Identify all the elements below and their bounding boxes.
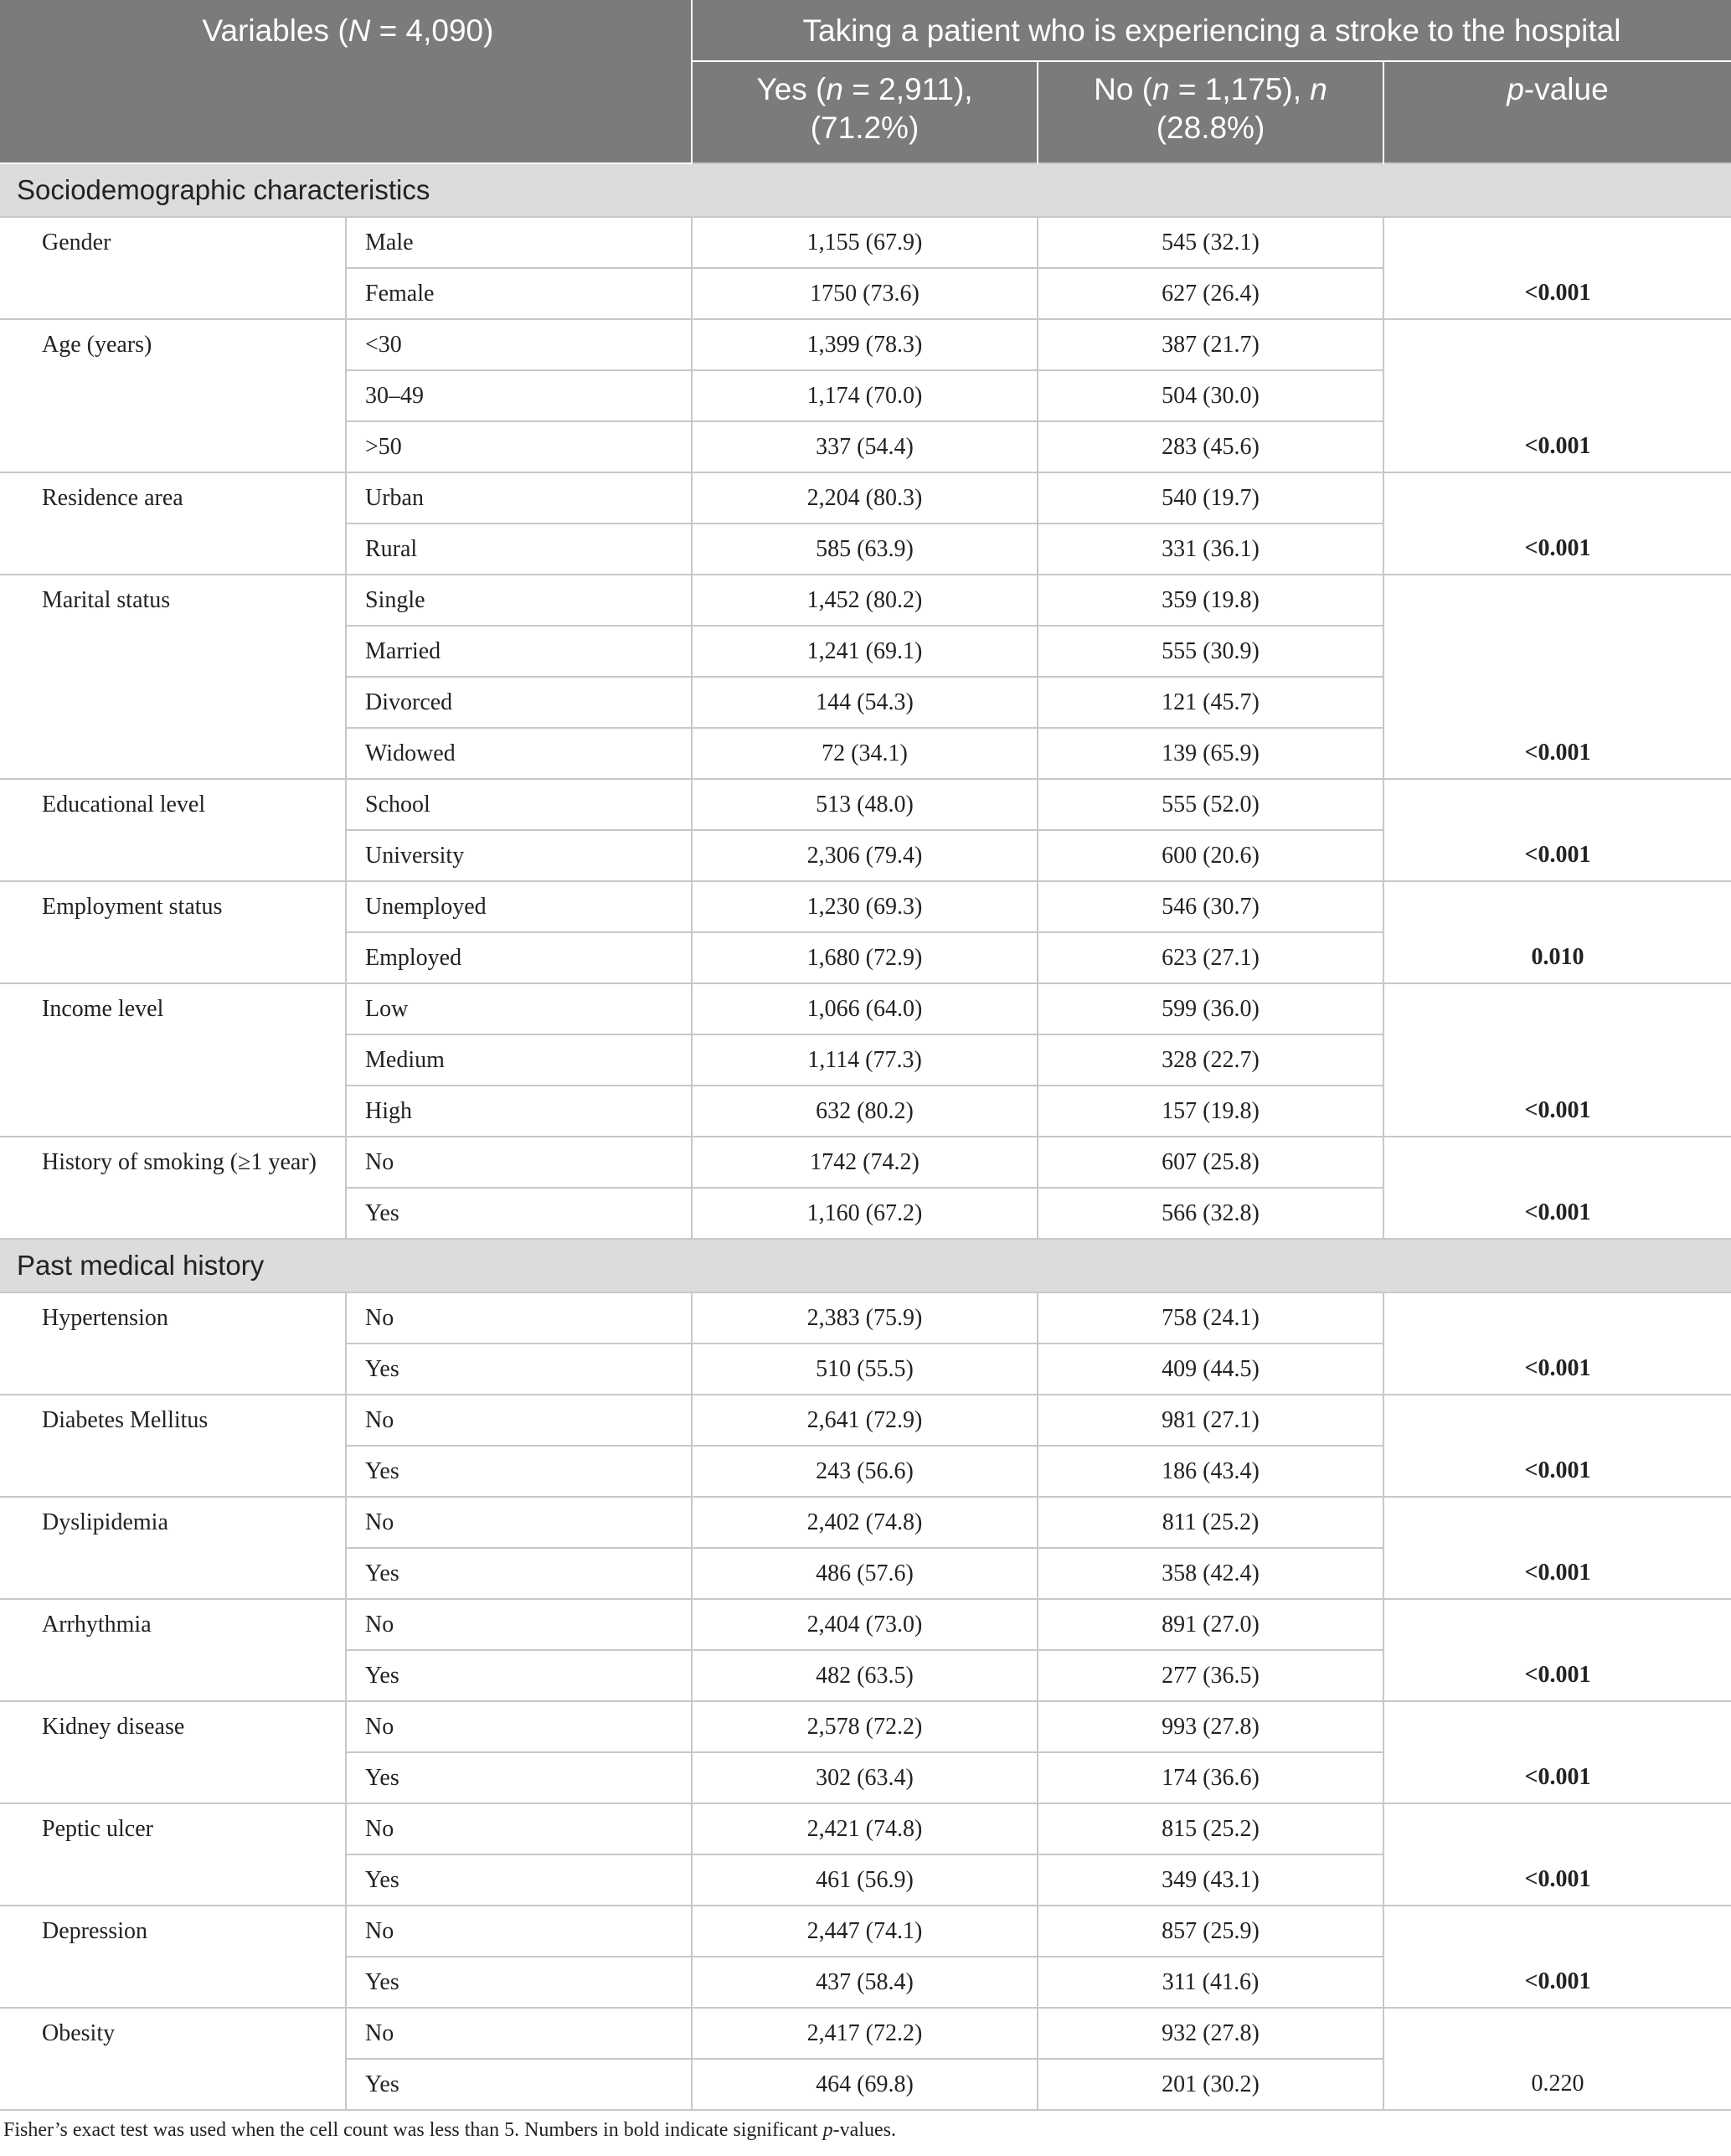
section-header-row [0, 163, 1731, 217]
no-value-cell: 599 (36.0) [1038, 983, 1383, 1034]
category-cell: Low [346, 983, 692, 1034]
category-cell: Yes [346, 2059, 692, 2110]
category-cell: No [346, 1803, 692, 1854]
category-cell: No [346, 1497, 692, 1548]
yes-value-cell: 1,680 (72.9) [692, 932, 1038, 983]
category-cell: No [346, 1137, 692, 1188]
main-title-header: Taking a patient who is experiencing a stroke to the hospital [692, 0, 1731, 61]
variable-cell: Age (years) [0, 319, 346, 472]
p-value-cell: <0.001 [1383, 1599, 1731, 1701]
no-value-cell: 349 (43.1) [1038, 1854, 1383, 1906]
yes-value-cell: 1,452 (80.2) [692, 575, 1038, 626]
p-value-cell: <0.001 [1383, 1701, 1731, 1803]
section-title: Sociodemographic characteristics [0, 163, 1731, 217]
p-value-cell: <0.001 [1383, 319, 1731, 472]
yes-value-cell: 2,578 (72.2) [692, 1701, 1038, 1752]
category-cell: No [346, 1292, 692, 1344]
section-title: Past medical history [0, 1239, 1731, 1292]
table-row [0, 1497, 1731, 1548]
category-cell: Unemployed [346, 881, 692, 932]
footnote: Fisher’s exact test was used when the cell count was less than 5. Numbers in bold indicate significant p-values. [3, 2119, 896, 2141]
yes-value-cell: 632 (80.2) [692, 1086, 1038, 1137]
yes-value-cell: 1750 (73.6) [692, 268, 1038, 319]
p-value-cell: <0.001 [1383, 1906, 1731, 2008]
no-value-cell: 359 (19.8) [1038, 575, 1383, 626]
yes-value-cell: 2,641 (72.9) [692, 1395, 1038, 1446]
category-cell: No [346, 1906, 692, 1957]
p-value-column-header: p-value [1383, 61, 1731, 163]
yes-value-cell: 1,174 (70.0) [692, 370, 1038, 421]
no-value-cell: 546 (30.7) [1038, 881, 1383, 932]
p-value-cell: <0.001 [1383, 1395, 1731, 1497]
category-cell: Urban [346, 472, 692, 524]
no-value-cell: 566 (32.8) [1038, 1188, 1383, 1239]
table-row [0, 1803, 1731, 1854]
category-cell: Divorced [346, 677, 692, 728]
no-value-cell: 932 (27.8) [1038, 2008, 1383, 2059]
p-value-cell: <0.001 [1383, 1292, 1731, 1395]
category-cell: No [346, 1701, 692, 1752]
table-row [0, 2008, 1731, 2059]
table-row [0, 881, 1731, 932]
no-value-cell: 758 (24.1) [1038, 1292, 1383, 1344]
variable-cell: Dyslipidemia [0, 1497, 346, 1599]
category-cell: No [346, 1599, 692, 1650]
p-value-cell: <0.001 [1383, 1803, 1731, 1906]
table-row [0, 1137, 1731, 1188]
no-value-cell: 540 (19.7) [1038, 472, 1383, 524]
no-value-cell: 600 (20.6) [1038, 830, 1383, 881]
table-header [0, 0, 1731, 163]
no-value-cell: 358 (42.4) [1038, 1548, 1383, 1599]
variable-cell: Educational level [0, 779, 346, 881]
yes-value-cell: 1742 (74.2) [692, 1137, 1038, 1188]
category-cell: Widowed [346, 728, 692, 779]
no-value-cell: 623 (27.1) [1038, 932, 1383, 983]
yes-value-cell: 1,066 (64.0) [692, 983, 1038, 1034]
table-row [0, 983, 1731, 1034]
no-value-cell: 409 (44.5) [1038, 1344, 1383, 1395]
yes-value-cell: 482 (63.5) [692, 1650, 1038, 1701]
yes-value-cell: 1,155 (67.9) [692, 217, 1038, 268]
no-value-cell: 157 (19.8) [1038, 1086, 1383, 1137]
no-value-cell: 311 (41.6) [1038, 1957, 1383, 2008]
yes-value-cell: 585 (63.9) [692, 524, 1038, 575]
no-value-cell: 891 (27.0) [1038, 1599, 1383, 1650]
table-row [0, 472, 1731, 524]
variable-cell: Obesity [0, 2008, 346, 2110]
category-cell: Medium [346, 1034, 692, 1086]
no-value-cell: 811 (25.2) [1038, 1497, 1383, 1548]
no-value-cell: 174 (36.6) [1038, 1752, 1383, 1803]
yes-value-cell: 1,160 (67.2) [692, 1188, 1038, 1239]
yes-value-cell: 2,447 (74.1) [692, 1906, 1038, 1957]
category-cell: No [346, 1395, 692, 1446]
yes-value-cell: 2,306 (79.4) [692, 830, 1038, 881]
table-row [0, 217, 1731, 268]
no-value-cell: 277 (36.5) [1038, 1650, 1383, 1701]
no-value-cell: 186 (43.4) [1038, 1446, 1383, 1497]
category-cell: >50 [346, 421, 692, 472]
category-cell: Yes [346, 1752, 692, 1803]
category-cell: Single [346, 575, 692, 626]
no-value-cell: 387 (21.7) [1038, 319, 1383, 370]
yes-value-cell: 1,241 (69.1) [692, 626, 1038, 677]
category-cell: Yes [346, 1854, 692, 1906]
p-value-cell: <0.001 [1383, 1497, 1731, 1599]
no-value-cell: 857 (25.9) [1038, 1906, 1383, 1957]
table-row [0, 779, 1731, 830]
category-cell: Yes [346, 1188, 692, 1239]
no-value-cell: 328 (22.7) [1038, 1034, 1383, 1086]
category-cell: Yes [346, 1344, 692, 1395]
yes-value-cell: 2,383 (75.9) [692, 1292, 1038, 1344]
no-value-cell: 993 (27.8) [1038, 1701, 1383, 1752]
yes-value-cell: 486 (57.6) [692, 1548, 1038, 1599]
yes-value-cell: 2,402 (74.8) [692, 1497, 1038, 1548]
no-value-cell: 504 (30.0) [1038, 370, 1383, 421]
no-value-cell: 555 (30.9) [1038, 626, 1383, 677]
variable-cell: Hypertension [0, 1292, 346, 1395]
variable-cell: Employment status [0, 881, 346, 983]
variable-cell: Residence area [0, 472, 346, 575]
variable-cell: Income level [0, 983, 346, 1137]
yes-value-cell: 72 (34.1) [692, 728, 1038, 779]
yes-value-cell: 243 (56.6) [692, 1446, 1038, 1497]
table-row [0, 1599, 1731, 1650]
p-value-cell: <0.001 [1383, 217, 1731, 319]
no-value-cell: 555 (52.0) [1038, 779, 1383, 830]
category-cell: <30 [346, 319, 692, 370]
no-column-header: No (n = 1,175), n (28.8%) [1038, 61, 1383, 163]
variable-cell: History of smoking (≥1 year) [0, 1137, 346, 1239]
variable-cell: Depression [0, 1906, 346, 2008]
yes-value-cell: 461 (56.9) [692, 1854, 1038, 1906]
yes-column-header: Yes (n = 2,911), (71.2%) [692, 61, 1038, 163]
category-cell: Rural [346, 524, 692, 575]
table-row [0, 319, 1731, 370]
category-cell: Yes [346, 1650, 692, 1701]
no-value-cell: 201 (30.2) [1038, 2059, 1383, 2110]
yes-value-cell: 144 (54.3) [692, 677, 1038, 728]
yes-value-cell: 1,114 (77.3) [692, 1034, 1038, 1086]
category-cell: Employed [346, 932, 692, 983]
yes-value-cell: 510 (55.5) [692, 1344, 1038, 1395]
p-value-cell: <0.001 [1383, 472, 1731, 575]
category-cell: Married [346, 626, 692, 677]
category-cell: Male [346, 217, 692, 268]
no-value-cell: 331 (36.1) [1038, 524, 1383, 575]
table-row [0, 1906, 1731, 1957]
yes-value-cell: 2,404 (73.0) [692, 1599, 1038, 1650]
p-value-cell: <0.001 [1383, 1137, 1731, 1239]
yes-value-cell: 2,417 (72.2) [692, 2008, 1038, 2059]
variable-cell: Marital status [0, 575, 346, 779]
category-cell: No [346, 2008, 692, 2059]
category-cell: Yes [346, 1548, 692, 1599]
yes-value-cell: 2,421 (74.8) [692, 1803, 1038, 1854]
yes-value-cell: 437 (58.4) [692, 1957, 1038, 2008]
variable-cell: Gender [0, 217, 346, 319]
no-value-cell: 545 (32.1) [1038, 217, 1383, 268]
category-cell: School [346, 779, 692, 830]
table-row [0, 1292, 1731, 1344]
no-value-cell: 607 (25.8) [1038, 1137, 1383, 1188]
variable-cell: Kidney disease [0, 1701, 346, 1803]
yes-value-cell: 2,204 (80.3) [692, 472, 1038, 524]
yes-value-cell: 337 (54.4) [692, 421, 1038, 472]
variable-cell: Peptic ulcer [0, 1803, 346, 1906]
yes-value-cell: 513 (48.0) [692, 779, 1038, 830]
table-row [0, 1395, 1731, 1446]
no-value-cell: 139 (65.9) [1038, 728, 1383, 779]
p-value-cell: <0.001 [1383, 575, 1731, 779]
yes-value-cell: 1,399 (78.3) [692, 319, 1038, 370]
category-cell: University [346, 830, 692, 881]
no-value-cell: 981 (27.1) [1038, 1395, 1383, 1446]
variables-header: Variables (N = 4,090) [0, 0, 692, 163]
no-value-cell: 815 (25.2) [1038, 1803, 1383, 1854]
yes-value-cell: 1,230 (69.3) [692, 881, 1038, 932]
table-row [0, 1701, 1731, 1752]
variable-cell: Diabetes Mellitus [0, 1395, 346, 1497]
p-value-cell: <0.001 [1383, 983, 1731, 1137]
no-value-cell: 283 (45.6) [1038, 421, 1383, 472]
yes-value-cell: 302 (63.4) [692, 1752, 1038, 1803]
p-value-cell: <0.001 [1383, 779, 1731, 881]
no-value-cell: 121 (45.7) [1038, 677, 1383, 728]
category-cell: Yes [346, 1957, 692, 2008]
p-value-cell: 0.010 [1383, 881, 1731, 983]
section-header-row [0, 1239, 1731, 1292]
no-value-cell: 627 (26.4) [1038, 268, 1383, 319]
table-body [0, 163, 1731, 2110]
yes-value-cell: 464 (69.8) [692, 2059, 1038, 2110]
category-cell: 30–49 [346, 370, 692, 421]
category-cell: High [346, 1086, 692, 1137]
p-value-cell: 0.220 [1383, 2008, 1731, 2110]
variable-cell: Arrhythmia [0, 1599, 346, 1701]
category-cell: Female [346, 268, 692, 319]
category-cell: Yes [346, 1446, 692, 1497]
table-row [0, 575, 1731, 626]
